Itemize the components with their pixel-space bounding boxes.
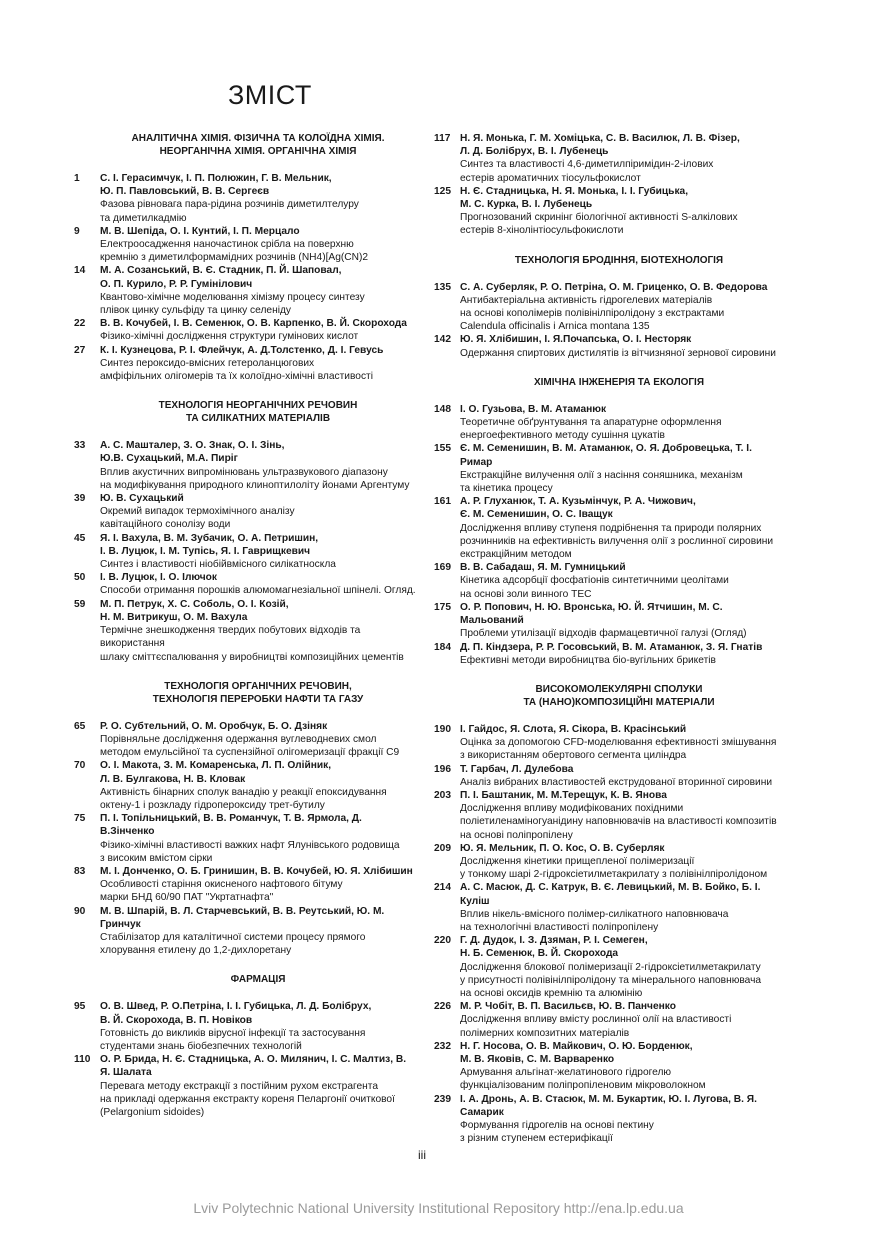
entry-page-number: 196 [434, 763, 451, 775]
entry-authors: Ю. Я. Хлібишин, І. Я.Почапська, О. І. Несторяк [460, 334, 692, 346]
toc-entry[interactable] [74, 172, 418, 225]
entry-title: Армування альгінат-желатинового гідрогелю функціалізованим поліпропіленовим мікроволокном [460, 1067, 706, 1092]
entry-page-number: 95 [74, 1001, 86, 1013]
entry-authors: М. І. Донченко, О. Б. Гринишин, В. В. Кочубей, Ю. Я. Хлібишин [100, 865, 413, 877]
toc-entry[interactable] [74, 532, 418, 572]
section-heading: ФАРМАЦІЯ [230, 974, 286, 986]
toc-section [434, 683, 780, 1146]
toc-entry[interactable] [434, 403, 780, 443]
toc-entry[interactable] [434, 1000, 780, 1040]
toc-entry[interactable] [74, 1053, 418, 1119]
toc-entry[interactable] [434, 561, 780, 601]
entry-authors: Т. Гарбач, Л. Дулебова [460, 763, 574, 775]
entry-page-number: 50 [74, 572, 86, 584]
toc-entry[interactable] [434, 842, 780, 882]
entry-authors: Г. Д. Дудок, І. З. Дзяман, Р. І. Семеген, Н. Б. Семенюк, В. Й. Скорохода [460, 935, 648, 960]
entry-authors: С. А. Суберляк, Р. О. Петріна, О. М. Гриценко, О. В. Федорова [460, 281, 768, 293]
entry-page-number: 239 [434, 1093, 451, 1105]
entry-page-number: 70 [74, 760, 86, 772]
entry-page-number: 135 [434, 281, 451, 293]
entry-page-number: 117 [434, 133, 451, 144]
entry-page-number: 184 [434, 641, 451, 653]
entry-page-number: 220 [434, 935, 451, 947]
entry-title: Фізико-хімічні дослідження структури гумінових кислот [100, 331, 359, 343]
entry-title: Електроосадження наночастинок срібла на поверхню кремнію з диметилформамідних розчинів (NH4)[Ag(CN)2 [100, 239, 369, 264]
entry-authors: Є. М. Семенишин, В. М. Атаманюк, О. Я. Добровецька, Т. І. Римар [460, 443, 752, 468]
entry-page-number: 22 [74, 318, 86, 330]
entry-page-number: 169 [434, 562, 451, 574]
toc-entry[interactable] [74, 264, 418, 317]
entry-authors: П. І. Топільницький, В. В. Романчук, Т. В. Ярмола, Д. В.Зінченко [100, 813, 362, 838]
entry-authors: М. В. Шепіда, О. І. Кунтий, І. П. Мерцало [100, 225, 300, 237]
entry-page-number: 39 [74, 493, 86, 505]
entry-authors: О. І. Макота, З. М. Комаренська, Л. П. Олійник, Л. В. Булгакова, Н. В. Кловак [100, 760, 332, 785]
section-heading: ТЕХНОЛОГІЯ БРОДІННЯ, БІОТЕХНОЛОГІЯ [514, 254, 724, 266]
entry-page-number: 203 [434, 789, 451, 801]
entry-authors: Ю. Я. Мельник, П. О. Кос, О. В. Суберляк [460, 842, 665, 854]
entry-page-number: 226 [434, 1001, 451, 1013]
entry-page-number: 45 [74, 532, 86, 544]
toc-entry[interactable] [434, 601, 780, 641]
entry-title: Формування гідрогелів на основі пектину з різним ступенем естерифікації [460, 1120, 654, 1145]
entry-page-number: 148 [434, 403, 451, 415]
entry-authors: П. І. Баштаник, М. М.Терещук, К. В. Янова [460, 789, 667, 801]
toc-entry[interactable] [74, 865, 418, 905]
entry-title: Вплив нікель-вмісного полімер-силікатного наповнювача на технологічні властивості поліпропілену [460, 908, 729, 933]
toc-entry[interactable] [434, 763, 780, 789]
entry-authors: Н. Я. Монька, Г. М. Хоміцька, С. В. Василюк, Л. В. Фізер, Л. Д. Болібрух, В. І. Лубенець [460, 133, 740, 158]
entry-title: Перевага методу екстракції з постійним рухом екстрагента на прикладі одержання екстракту кореня Пеларгонії очиткової (Pelargonium sidoides) [100, 1080, 395, 1118]
entry-authors: К. І. Кузнецова, Р. І. Флейчук, А. Д.Толстенко, Д. І. Гевусь [100, 344, 384, 356]
entry-title: Дослідження впливу ступеня подрібнення та природи полярних розчинників на ефективність вилучення олії з рослинної сировини екстракційним методом [460, 522, 774, 561]
entry-title: Проблеми утилізації відходів фармацевтичної галузі (Огляд) [460, 628, 747, 640]
entry-title: Кінетика адсорбції фосфатіонів синтетичними цеолітами на основі золи винного ТЕС [460, 575, 729, 600]
entry-authors: О. Р. Попович, Н. Ю. Вронська, Ю. Й. Ятчишин, М. С. Мальований [460, 601, 723, 627]
entry-page-number: 161 [434, 496, 451, 508]
entry-authors: Ю. В. Сухацький [100, 493, 184, 505]
toc-entry[interactable] [434, 132, 780, 185]
toc-entry[interactable] [74, 317, 418, 343]
toc-entry[interactable] [74, 225, 418, 265]
entry-authors: М. Р. Чобіт, В. П. Васильєв, Ю. В. Панченко [460, 1001, 676, 1013]
entry-title: Ефективні методи виробництва біо-вугільних брикетів [460, 654, 716, 666]
entry-title: Антибактеріальна активність гідрогелевих матеріалів на основі кополімерів полівінілпіролідону з екстрактами Calendula officinalis і Arnica montana 135 [460, 294, 725, 333]
toc-entry[interactable] [434, 789, 780, 842]
toc-entry[interactable] [74, 492, 418, 532]
entry-authors: В. В. Сабадаш, Я. М. Гумницький [460, 562, 626, 574]
entry-title: Вплив акустичних випромінювань ультразвукового діапазону на модифікування природного клиноптилоліту йонами Аргентуму [100, 466, 410, 491]
entry-authors: М. П. Петрук, Х. С. Соболь, О. І. Козій, Н. М. Витрикуш, О. М. Вахула [100, 598, 289, 623]
entry-title: Окремий випадок термохімічного аналізу кавітаційного сонолізу води [100, 506, 295, 531]
entry-page-number: 27 [74, 344, 86, 356]
page-number: iii [418, 1148, 426, 1162]
entry-authors: О. Р. Брида, Н. Є. Стадницька, А. О. Милянич, І. С. Малтиз, В. Я. Шалата [100, 1054, 407, 1079]
entry-title: Дослідження кінетики прищепленої полімеризації у тонкому шарі 2-гідроксіетилметакрилату з полівінілпіролідоном [460, 855, 768, 881]
entry-authors: А. Р. Глуханюк, Т. А. Кузьмінчук, Р. А. Чижович, Є. М. Семенишин, О. С. Іващук [460, 496, 696, 521]
toc-section [434, 254, 780, 360]
entry-authors: Д. П. Кіндзера, Р. Р. Госовський, В. М. Атаманюк, З. Я. Гнатів [460, 641, 763, 653]
entry-title: Стабілізатор для каталітичної системи процесу прямого хлорування етилену до 1,2-дихлоретану [100, 931, 366, 957]
entry-authors: М. В. Шпарій, В. Л. Старчевський, В. В. Реутський, Ю. М. Гринчук [100, 905, 385, 930]
left-column [74, 132, 418, 1135]
entry-title: Фізико-хімічні властивості важких нафт Ялунівського родовища з високим вмістом сірки [100, 839, 400, 864]
entry-authors: Н. Г. Носова, О. В. Майкович, О. Ю. Борденюк, М. В. Яковів, С. М. Варваренко [460, 1040, 693, 1065]
entry-page-number: 125 [434, 185, 451, 197]
toc-section [74, 399, 418, 663]
entry-title: Синтез пероксидо-вмісних гетероланцюгових амфіфільних олігомерів та їх колоїдно-хімічні властивості [100, 357, 373, 383]
entry-page-number: 214 [434, 882, 451, 894]
toc-entry[interactable] [434, 1040, 780, 1093]
entry-title: Синтез і властивості ніобійвмісного силікатноскла [100, 559, 336, 571]
entry-title: Фазова рівновага пара-рідина розчинів диметилтелуру та диметилкадмію [100, 199, 359, 224]
entry-page-number: 14 [74, 265, 86, 277]
toc-entry[interactable] [434, 185, 780, 238]
toc-entry[interactable] [434, 934, 780, 1000]
section-heading: ТЕХНОЛОГІЯ НЕОРГАНІЧНИХ РЕЧОВИН ТА СИЛІКАТНИХ МАТЕРІАЛІВ [158, 400, 358, 425]
entry-authors: М. А. Созанський, В. Є. Стадник, П. Й. Шаповал, О. П. Курило, Р. Р. Гумінілович [100, 265, 342, 290]
entry-page-number: 65 [74, 720, 86, 732]
toc-section [434, 376, 780, 667]
entry-title: Синтез та властивості 4,6-диметилпіримідин-2-ілових естерів ароматичних тіосульфокислот [460, 159, 714, 184]
section-heading: ВИСОКОМОЛЕКУЛЯРНІ СПОЛУКИ ТА (НАНО)КОМПОЗИЦІЙНІ МАТЕРІАЛИ [523, 683, 715, 708]
toc-entry[interactable] [434, 333, 780, 359]
toc-section [74, 973, 418, 1119]
entry-title: Оцінка за допомогою CFD-моделювання ефективності змішування з використанням обертового сегмента циліндра [460, 737, 777, 762]
section-heading: ХІМІЧНА ІНЖЕНЕРІЯ ТА ЕКОЛОГІЯ [533, 376, 705, 388]
entry-page-number: 83 [74, 865, 86, 877]
toc-entry[interactable] [434, 442, 780, 495]
toc-entry[interactable] [434, 723, 780, 763]
entry-title: Прогнозований скринінг біологічної активності S-алкілових естерів 8-хінолінтіосульфокислоти [460, 212, 738, 237]
entry-page-number: 33 [74, 440, 86, 452]
entry-title: Особливості старіння окисненого нафтового бітуму марки БНД 60/90 ПАТ "Укртатнафта" [100, 879, 343, 904]
entry-authors: Я. І. Вахула, В. М. Зубачик, О. А. Петришин, І. В. Луцюк, І. М. Тупісь, Я. І. Гаврищкевич [100, 532, 319, 557]
entry-title: Термічне знешкодження твердих побутових відходів та використання шлаку сміттєспалювання у виробництві композиційних цементів [100, 625, 404, 663]
section-heading: ТЕХНОЛОГІЯ ОРГАНІЧНИХ РЕЧОВИН, ТЕХНОЛОГІЯ ПЕРЕРОБКИ НАФТИ ТА ГАЗУ [152, 680, 364, 705]
entry-page-number: 90 [74, 905, 86, 917]
toc-entry[interactable] [434, 1093, 780, 1146]
toc-section [74, 680, 418, 958]
entry-title: Аналіз вибраних властивостей екструдованої вторинної сировини [460, 776, 773, 788]
entry-authors: І. А. Дронь, А. В. Стасюк, М. М. Букартик, Ю. І. Лугова, В. Я. Самарик [460, 1093, 757, 1118]
right-column [434, 132, 780, 1161]
entry-page-number: 75 [74, 813, 86, 825]
entry-authors: Р. О. Субтельний, О. М. Оробчук, Б. О. Дзіняк [100, 720, 328, 732]
toc-entry[interactable] [74, 905, 418, 958]
entry-page-number: 59 [74, 598, 86, 610]
toc-entry[interactable] [74, 571, 418, 597]
entry-title: Одержання спиртових дистилятів із вітчизняної зернової сировини [460, 347, 776, 359]
entry-title: Дослідження блокової полімеризації 2-гідроксіетилметакрилату у присутності полівінілпіролідону та мінерального наповнювача на основі оксидів кремнію та алюмінію [460, 961, 762, 999]
toc-entry[interactable] [74, 720, 418, 760]
entry-page-number: 142 [434, 334, 451, 346]
entry-page-number: 232 [434, 1040, 451, 1052]
toc-entry[interactable] [434, 495, 780, 561]
toc-entry[interactable] [434, 641, 780, 667]
page-title: ЗМІСТ [228, 80, 312, 110]
entry-title: Активність бінарних сполук ванадію у реакції епоксидування октену-1 і розкладу гідропероксиду трет-бутилу [100, 786, 387, 811]
entry-authors: І. О. Гузьова, В. М. Атаманюк [460, 403, 607, 415]
entry-authors: А. С. Масюк, Д. С. Катрук, В. Є. Левицький, М. В. Бойко, Б. І. Куліш [460, 882, 761, 907]
entry-title: Теоретичне обґрунтування та апаратурне оформлення енергоефективного методу сушіння цукатів [460, 417, 722, 442]
entry-page-number: 155 [434, 443, 451, 455]
entry-title: Дослідження впливу модифікованих похідними поліетиленаміногуанідину наповнювачів на властивості композитів на основі поліпропілену [460, 803, 777, 841]
toc-section [74, 132, 418, 383]
entry-page-number: 209 [434, 842, 451, 854]
entry-authors: О. В. Швед, Р. О.Петріна, І. І. Губицька, Л. Д. Болібрух, В. Й. Скорохода, В. П. Новіков [100, 1001, 372, 1026]
entry-title: Способи отримання порошків алюмомагнезіальної шпінелі. Огляд. [100, 585, 416, 597]
entry-page-number: 9 [74, 225, 80, 237]
toc-section [434, 132, 780, 238]
entry-title: Порівняльне дослідження одержання вуглеводневих смол методом емульсійної та суспензійної олігомеризації фракції С9 [100, 733, 400, 759]
entry-title: Екстракційне вилучення олії з насіння соняшника, механізм та кінетика процесу [460, 469, 743, 495]
toc-entry[interactable] [74, 439, 418, 492]
toc-entry[interactable] [434, 281, 780, 334]
entry-title: Готовність до викликів вірусної інфекції та застосування студентами знань біобезпечних технологій [100, 1027, 366, 1052]
toc-entry[interactable] [74, 1000, 418, 1053]
entry-title: Дослідження впливу вмісту рослинної олії на властивості полімерних композитних матеріалів [460, 1014, 732, 1039]
entry-authors: В. В. Кочубей, І. В. Семенюк, О. В. Карпенко, В. Й. Скорохода [100, 318, 407, 330]
entry-page-number: 1 [74, 173, 80, 184]
entry-authors: Н. Є. Стадницька, Н. Я. Монька, І. І. Губицька, М. С. Курка, В. І. Лубенець [460, 185, 689, 211]
section-heading: АНАЛІТИЧНА ХІМІЯ. ФІЗИЧНА ТА КОЛОЇДНА ХІМІЯ. НЕОРГАНІЧНА ХІМІЯ. ОРГАНІЧНА ХІМІЯ [131, 133, 385, 157]
entry-authors: С. І. Герасимчук, І. П. Полюжин, Г. В. Мельник, Ю. П. Павловський, В. В. Сергеєв [100, 173, 332, 198]
repository-footer: Lviv Polytechnic National University Institutional Repository http://ena.lp.edu.ua [193, 1200, 684, 1216]
toc-entry[interactable] [74, 344, 418, 384]
entry-page-number: 190 [434, 723, 451, 735]
entry-page-number: 110 [74, 1054, 91, 1066]
entry-title: Квантово-хімічне моделювання хімізму процесу синтезу плівок цинку сульфіду та цинку селеніду [100, 291, 365, 317]
toc-entry[interactable] [74, 759, 418, 812]
entry-authors: А. С. Машталер, З. О. Знак, О. І. Зінь, Ю.В. Сухацький, М.А. Пиріг [100, 440, 285, 465]
toc-entry[interactable] [74, 598, 418, 664]
toc-entry[interactable] [434, 881, 780, 934]
entry-authors: І. Гайдос, Я. Слота, Я. Сікора, В. Красінський [460, 723, 687, 735]
entry-page-number: 175 [434, 601, 451, 613]
entry-authors: І. В. Луцюк, І. О. Ілючок [100, 572, 217, 584]
toc-entry[interactable] [74, 812, 418, 865]
